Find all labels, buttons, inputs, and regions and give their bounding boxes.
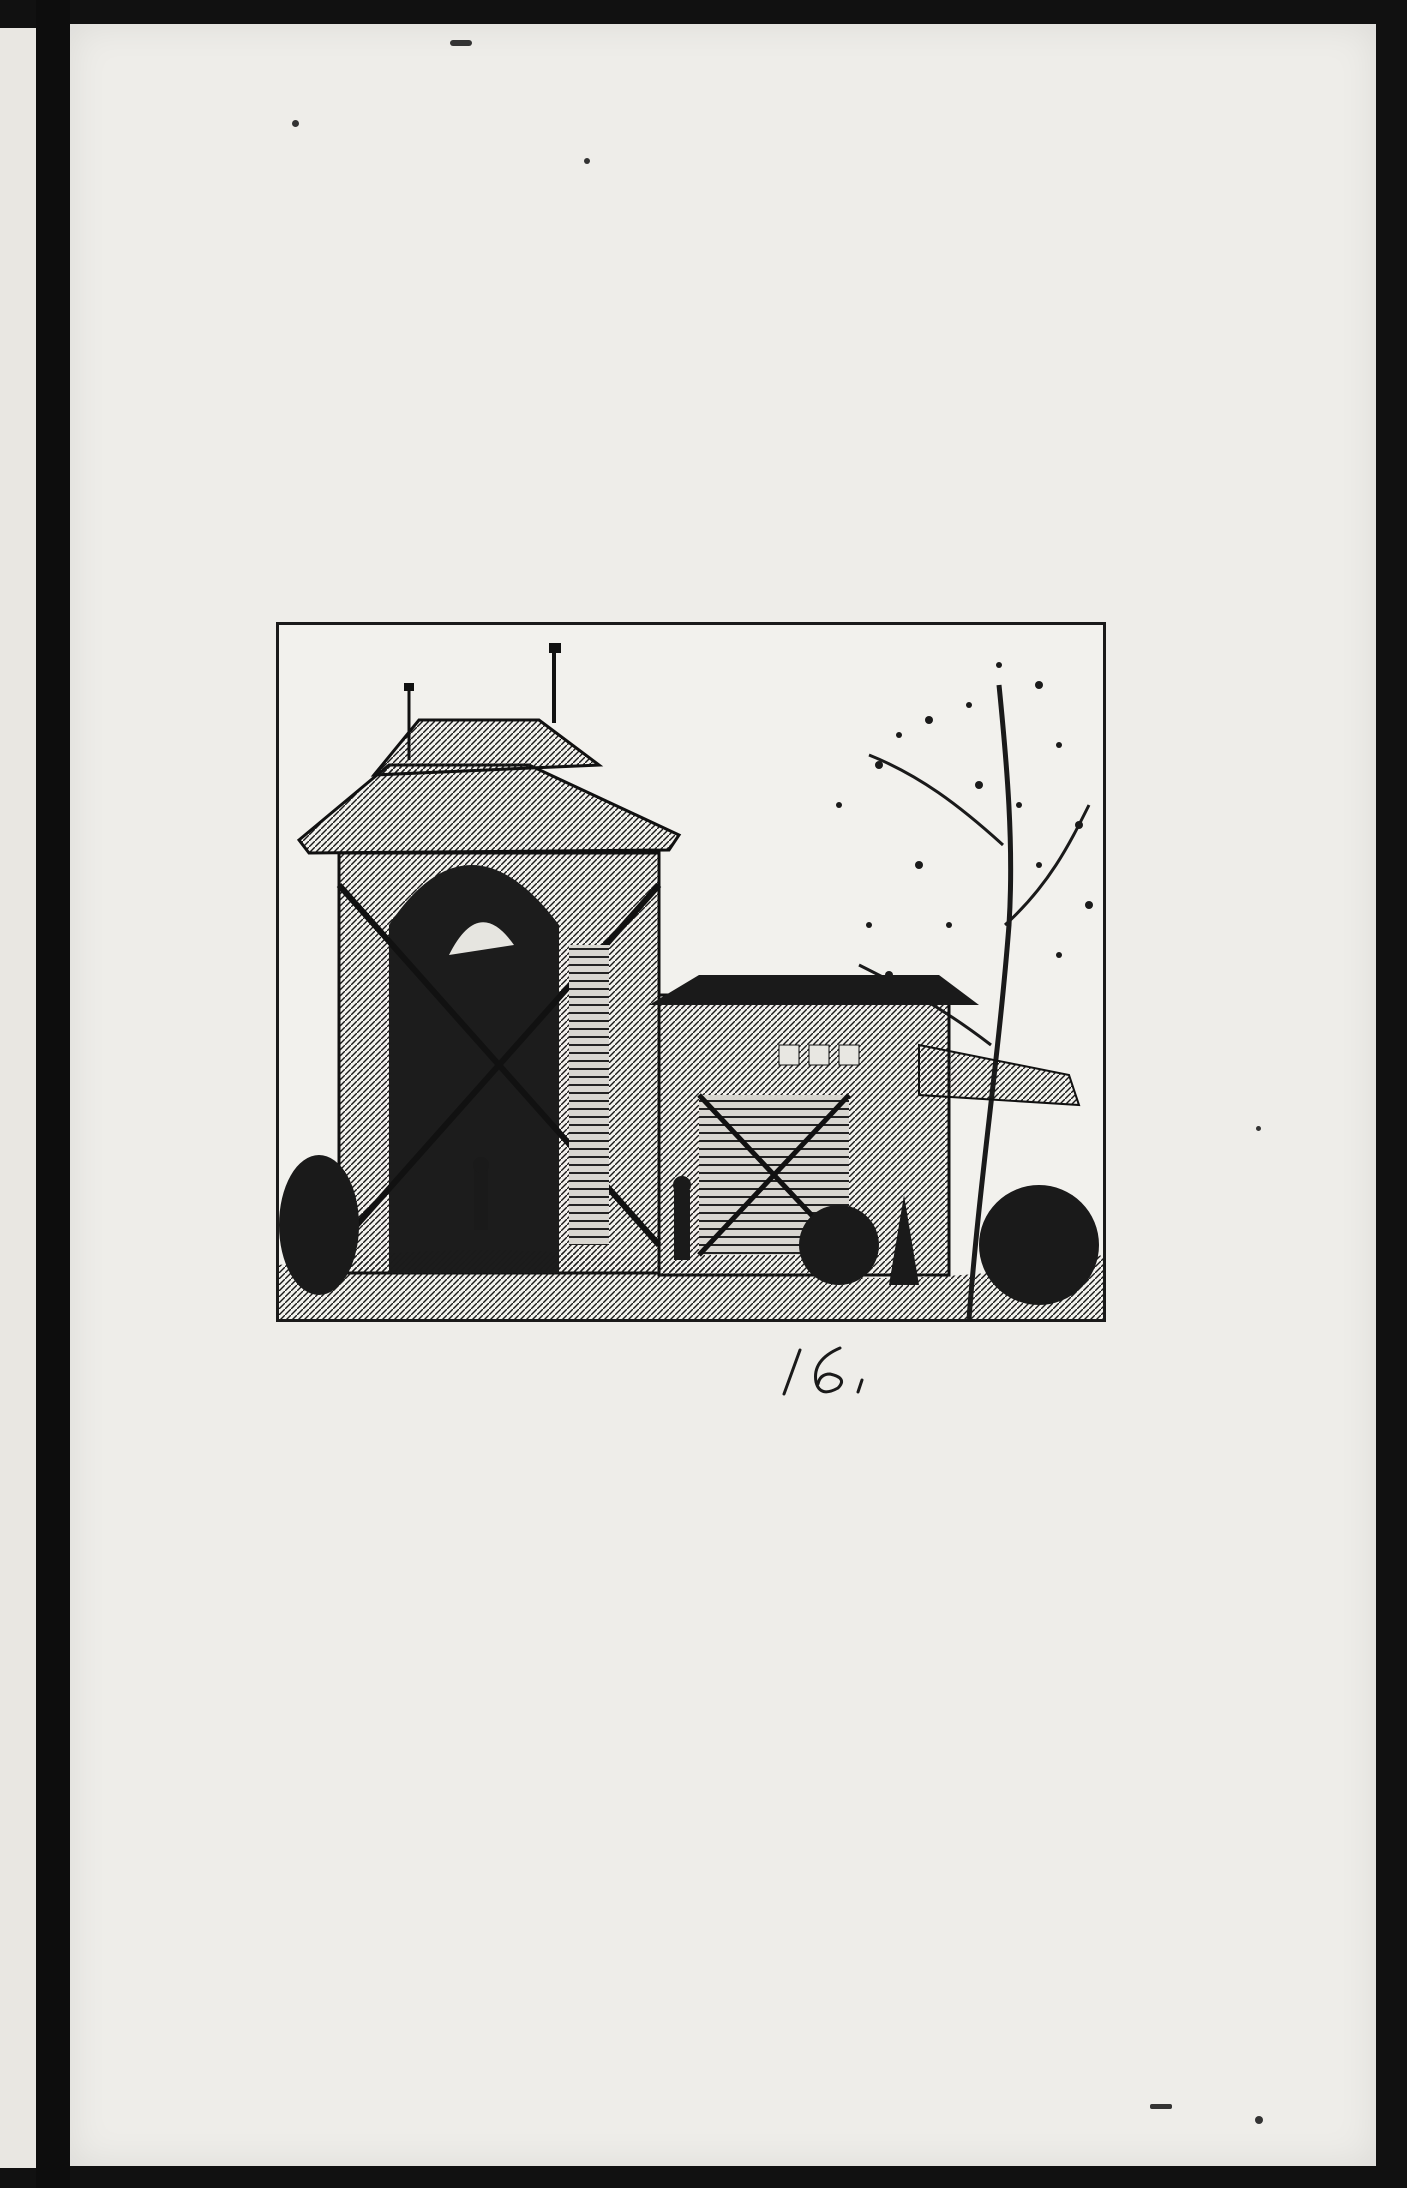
pavilion-illustration (276, 622, 1106, 1322)
scan-speck (450, 40, 472, 46)
adjacent-page-edge (0, 28, 36, 2168)
scan-speck (292, 120, 299, 127)
book-gutter (36, 0, 70, 2188)
scan-speck (1256, 1126, 1261, 1131)
scan-speck (1255, 2116, 1263, 2124)
handwritten-note (778, 1342, 874, 1402)
scan-speck (584, 158, 590, 164)
book-page (70, 24, 1376, 2166)
scan-speck (1150, 2104, 1172, 2109)
